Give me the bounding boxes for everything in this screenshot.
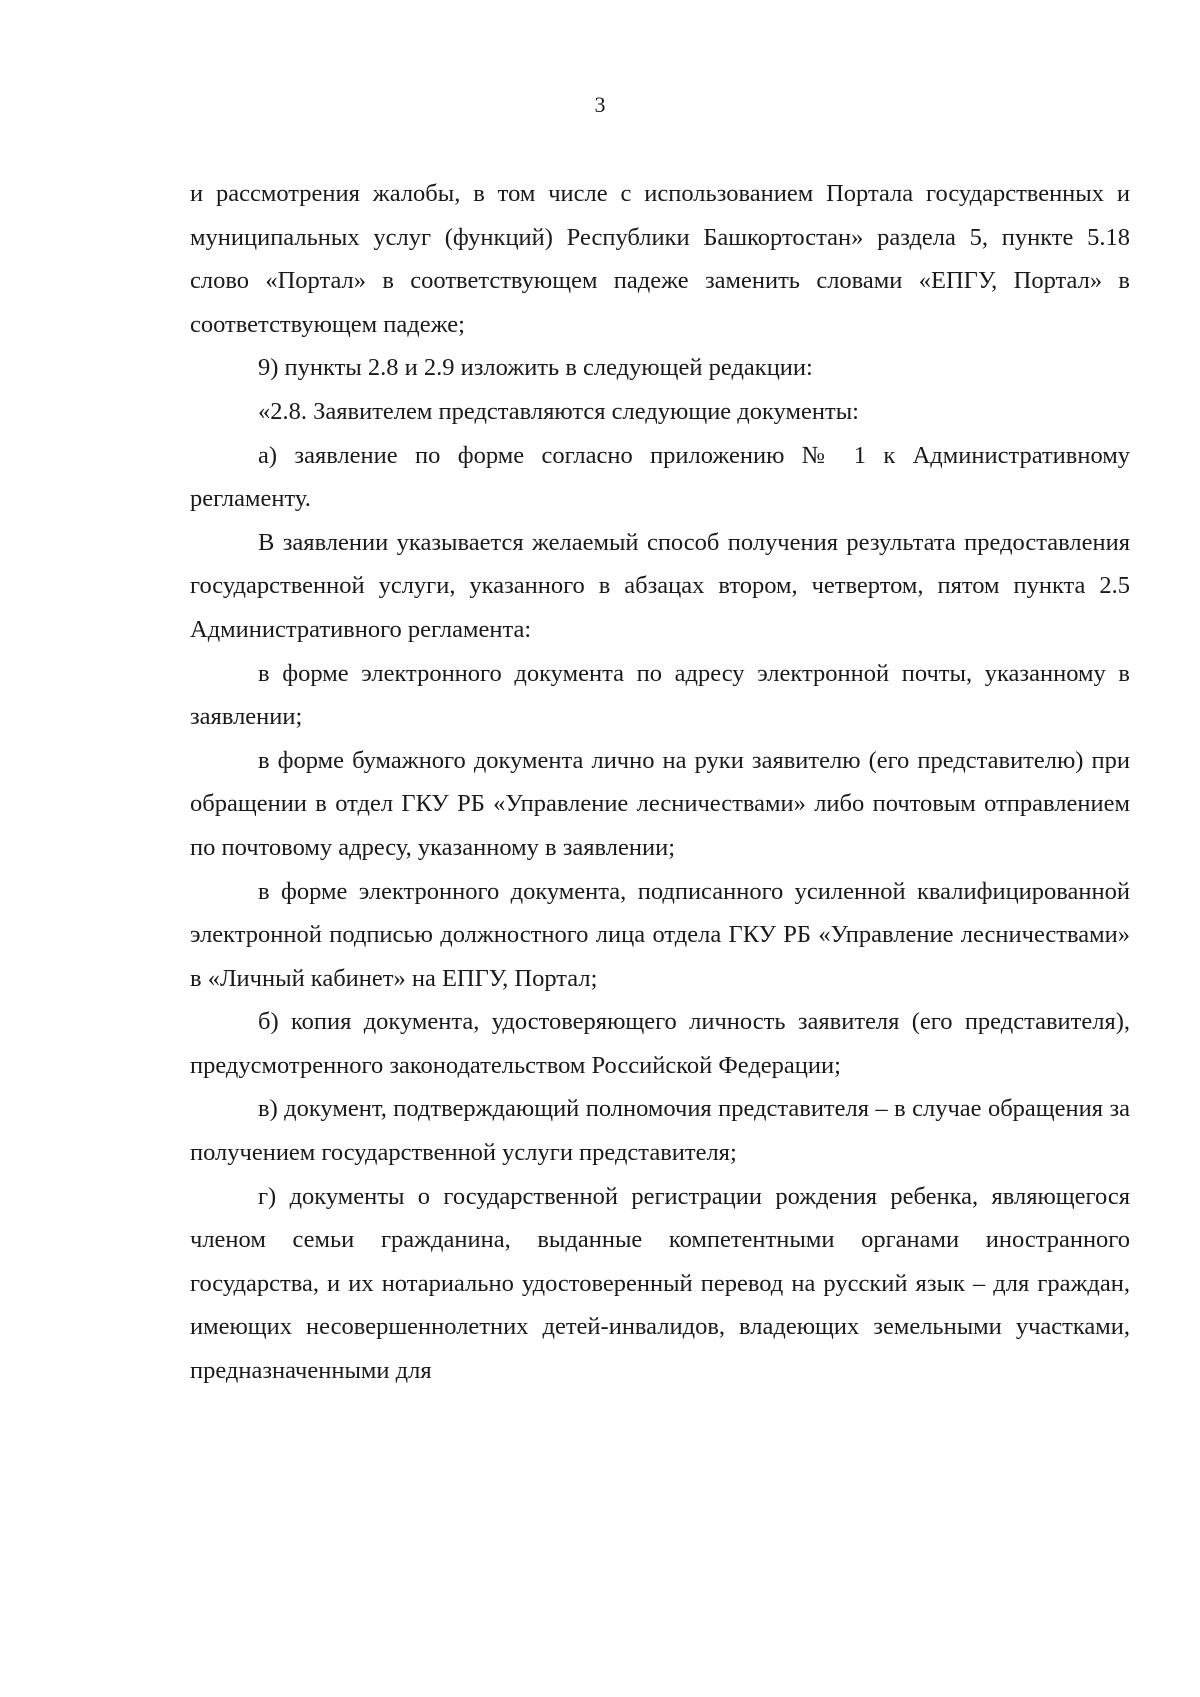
page-number: 3 [594,92,606,117]
paragraph: в форме бумажного документа лично на руки заявителю (его представителю) при обращении в отдел ГКУ РБ «Управление лесничествами» либо почтовым отправлением по почтовому адресу, указанному в заявлении; [190,746,1130,861]
paragraph: В заявлении указывается желаемый способ получения результата предоставления государственной услуги, указанного в абзацах втором, четвертом, пятом пункта 2.5 Административного регламента: [190,528,1130,643]
paragraph: б) копия документа, удостоверяющего личность заявителя (его представителя), предусмотренного законодательством Российской Федерации; [190,1008,1130,1079]
paragraph: в) документ, подтверждающий полномочия представителя – в случае обращения за получением государственной услуги представителя; [190,1095,1130,1167]
paragraph: в форме электронного документа, подписанного усиленной квалифицированной электронной подписью должностного лица отдела ГКУ РБ «Управление лесничествами» в «Личный кабинет» на ЕПГУ, Портал; [190,877,1130,992]
paragraph: 9) пункты 2.8 и 2.9 изложить в следующей редакции: [258,354,813,382]
paragraph: г) документы о государственной регистрации рождения ребенка, являющегося членом семьи гражданина, выданные компетентными органами иностранного государства, и их нотариально удостоверенный перевод на русский язык – для граждан, имеющих несовершеннолетних детей-инвалидов, владеющих земельными участками, предназначенными для [190,1182,1130,1385]
document-body [190,172,1130,1393]
paragraph: «2.8. Заявителем представляются следующие документы: [258,397,859,425]
paragraph: в форме электронного документа по адресу электронной почты, указанному в заявлении; [190,659,1130,731]
paragraph: и рассмотрения жалобы, в том числе с использованием Портала государственных и муниципальных услуг (функций) Республики Башкортостан» раздела 5, пункте 5.18 слово «Портал» в соответствующем падеже заменить словами «ЕПГУ, Портал» в соответствующем падеже; [190,180,1130,338]
paragraph: а) заявление по форме согласно приложению № 1 к Административному регламенту. [190,441,1130,513]
